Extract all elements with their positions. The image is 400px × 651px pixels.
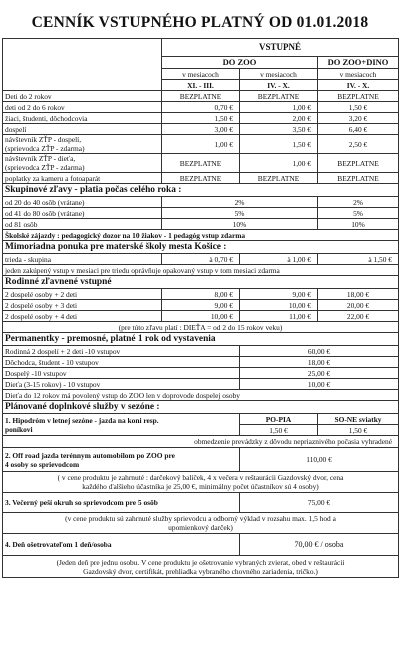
row-label: 2 dospelé osoby + 4 deti xyxy=(3,311,162,322)
discount-cell: 5% xyxy=(318,208,399,219)
row-label: poplatky za kameru a fotoaparát xyxy=(3,173,162,184)
price-cell: à 1,50 € xyxy=(318,254,399,265)
note-line1: ( v cene produktu je zahrnuté : darčekový balíček, 4 x večera v reštaurácii Gazdovský dvor, cena xyxy=(57,473,344,482)
price-cell: 22,00 € xyxy=(318,311,399,322)
row-label xyxy=(3,154,162,173)
price-cell: 3,20 € xyxy=(318,113,399,124)
row-label: Rodinná 2 dospelí + 2 deti -10 vstupov xyxy=(3,346,240,357)
header-col3-months: v mesiacoch xyxy=(318,69,399,80)
service-title-line1: 2. Off road jazda terénnym automobilom po ZOO pre xyxy=(5,450,175,460)
price-cell: 3,00 € xyxy=(162,124,240,135)
price-cell: BEZPLATNE xyxy=(162,154,240,173)
table-row xyxy=(3,368,399,379)
note-line1: (Jeden deň pre jednu osobu. V cene produktu je ošetrovanie vybraných zvierat, obed v reštaurácii xyxy=(56,557,345,567)
price-table xyxy=(2,38,399,578)
price-cell: 20,00 € xyxy=(318,300,399,311)
header-col2-months: v mesiacoch xyxy=(240,69,318,80)
price-cell: BEZPLATNE xyxy=(318,154,399,173)
table-row xyxy=(3,346,399,357)
row-label-line1: návštevník ZŤP - dieťa, xyxy=(5,154,76,163)
header-blank-cell xyxy=(3,39,162,91)
price-cell: 18,00 € xyxy=(240,357,399,368)
price-cell: 3,50 € xyxy=(240,124,318,135)
row-label: 2 dospelé osoby + 2 deti xyxy=(3,289,162,300)
discount-cell: 10% xyxy=(162,219,318,230)
table-row xyxy=(3,197,399,208)
section-heading-family: Rodinné zľavnené vstupné xyxy=(3,276,399,289)
price-cell: 1,00 € xyxy=(240,102,318,113)
service-hippodrome-title xyxy=(3,414,240,436)
row-label: žiaci, študenti, dôchodcovia xyxy=(3,113,162,124)
discount-cell: 5% xyxy=(162,208,318,219)
price-cell: BEZPLATNE xyxy=(240,173,318,184)
row-label: 2 dospelé osoby + 3 deti xyxy=(3,300,162,311)
family-note: (pre túto zľavu platí : DIEŤA = od 2 do 15 rokov veku) xyxy=(3,322,399,333)
table-row xyxy=(3,208,399,219)
price-cell: BEZPLATNE xyxy=(162,91,240,102)
table-row xyxy=(3,300,399,311)
price-cell: 60,00 € xyxy=(240,346,399,357)
price-cell: 10,00 € xyxy=(240,379,399,390)
price-cell: 10,00 € xyxy=(240,300,318,311)
table-row xyxy=(3,357,399,368)
header-col2-range: IV. - X. xyxy=(240,80,318,91)
table-row xyxy=(3,311,399,322)
price-cell: 9,00 € xyxy=(240,289,318,300)
price-cell: 110,00 € xyxy=(240,448,399,472)
table-row xyxy=(3,173,399,184)
price-cell: 10,00 € xyxy=(162,311,240,322)
table-row xyxy=(3,113,399,124)
note-line2: upomienkový darček) xyxy=(168,523,233,532)
service-title-line2: 4 osoby so sprievodcom xyxy=(5,459,80,469)
table-row xyxy=(3,379,399,390)
row-label: Deti do 2 rokov xyxy=(3,91,162,102)
price-cell: 8,00 € xyxy=(162,289,240,300)
service-title-line2: poníkovi xyxy=(5,424,33,434)
offroad-note xyxy=(3,472,399,493)
kosice-note: jeden zakúpený vstup v mesiaci pre triedu oprávňuje opakovaný vstup v tom mesiaci zdarma xyxy=(3,265,399,276)
row-label: dospelí xyxy=(3,124,162,135)
table-row xyxy=(3,254,399,265)
price-cell: 6,40 € xyxy=(318,124,399,135)
price-cell: BEZPLATNE xyxy=(240,91,318,102)
table-row xyxy=(3,91,399,102)
row-label-line2: (sprievodca ZŤP - zdarma) xyxy=(5,144,85,153)
service-offroad-title xyxy=(3,448,240,472)
table-row xyxy=(3,219,399,230)
page-title: CENNÍK VSTUPNÉHO PLATNÝ OD 01.01.2018 xyxy=(31,14,369,31)
price-cell: 70,00 € / osoba xyxy=(240,534,399,556)
note-line1: (v cene produktu sú zahrnuté služby sprievodcu a odborný výklad v rozsahu max. 1,5 hod a xyxy=(65,514,336,523)
keeper-day-note xyxy=(3,556,399,578)
header-do-zoo: DO ZOO xyxy=(162,57,318,69)
service-keeper-day-title: 4. Deň ošetrovateľom 1 deň/osoba xyxy=(3,534,240,556)
table-row xyxy=(3,124,399,135)
price-cell: 0,70 € xyxy=(162,102,240,113)
weekend-header: SO-NE sviatky xyxy=(318,414,399,425)
school-trips-note: Školské zájazdy : pedagogický dozor na 10 žiakov - 1 pedagóg vstup zdarma xyxy=(3,230,399,241)
section-heading-services: Plánované doplnkové služby v sezóne : xyxy=(3,401,399,414)
header-col1-months: v mesiacoch xyxy=(162,69,240,80)
price-cell: 1,00 € xyxy=(162,135,240,154)
price-cell: 1,50 € xyxy=(318,425,399,436)
table-row xyxy=(3,154,399,173)
section-heading-group: Skupinové zľavy - platia počas celého roka : xyxy=(3,184,399,197)
section-heading-season: Permanentky - premosné, platné 1 rok od vystavenia xyxy=(3,333,399,346)
row-label: deti od 2 do 6 rokov xyxy=(3,102,162,113)
note-line2: Gazdovský dvor, certifikát, prehliadka vybraného chovného zariadenia, tričko.) xyxy=(83,566,318,576)
price-cell: 1,50 € xyxy=(318,102,399,113)
price-cell: BEZPLATNE xyxy=(162,173,240,184)
header-do-zoo-dino: DO ZOO+DINO xyxy=(318,57,399,69)
price-cell: 1,50 € xyxy=(240,135,318,154)
table-row xyxy=(3,135,399,154)
row-label: od 81 osôb xyxy=(3,219,162,230)
row-label xyxy=(3,135,162,154)
price-cell: BEZPLATNE xyxy=(318,91,399,102)
price-cell: 2,00 € xyxy=(240,113,318,124)
header-vstupne: VSTUPNÉ xyxy=(162,39,399,57)
discount-cell: 10% xyxy=(318,219,399,230)
price-cell: 18,00 € xyxy=(318,289,399,300)
evening-walk-note xyxy=(3,513,399,534)
price-cell: 9,00 € xyxy=(162,300,240,311)
row-label: Dospelý -10 vstupov xyxy=(3,368,240,379)
price-cell: 11,00 € xyxy=(240,311,318,322)
price-cell: 75,00 € xyxy=(240,493,399,513)
price-cell: à 0,70 € xyxy=(162,254,240,265)
discount-cell: 2% xyxy=(162,197,318,208)
table-row xyxy=(3,102,399,113)
price-cell: 25,00 € xyxy=(240,368,399,379)
price-cell: BEZPLATNE xyxy=(318,173,399,184)
row-label: od 41 do 80 osôb (vrátane) xyxy=(3,208,162,219)
price-cell: 1,50 € xyxy=(162,113,240,124)
season-note: Dieťa do 12 rokov má povolený vstup do ZOO len v doprovode dospelej osoby xyxy=(3,390,399,401)
service-evening-walk-title: 3. Večerný peší okruh so sprievodcom pre 5 osôb xyxy=(3,493,240,513)
section-heading-kosice: Mimoriadna ponuka pre materské školy mesta Košice : xyxy=(3,241,399,254)
weekday-header: PO-PIA xyxy=(240,414,318,425)
service-title-line1: 1. Hipodróm v letnej sezóne - jazda na koni resp. xyxy=(5,415,159,425)
row-label-line2: (sprievodca ZŤP - zdarma) xyxy=(5,163,85,172)
row-label: Dieťa (3-15 rokov) - 10 vstupov xyxy=(3,379,240,390)
price-cell: à 1,00 € xyxy=(240,254,318,265)
discount-cell: 2% xyxy=(318,197,399,208)
header-col3-range: IV. - X. xyxy=(318,80,399,91)
row-label: trieda - skupina xyxy=(3,254,162,265)
row-label-line1: návštevník ZŤP - dospelí, xyxy=(5,135,82,144)
hippodrome-note: obmedzenie prevádzky z dôvodu nepriaznivého počasia vyhradené xyxy=(3,436,399,448)
header-col1-range: XI. - III. xyxy=(162,80,240,91)
price-cell: 1,50 € xyxy=(240,425,318,436)
price-cell: 2,50 € xyxy=(318,135,399,154)
price-cell: 1,00 € xyxy=(240,154,318,173)
note-line2: každého ďalšieho účastníka je 25,00 €, minimálny počet účastníkov sú 4 osoby) xyxy=(82,482,319,491)
row-label: Dôchodca, študent - 10 vstupov xyxy=(3,357,240,368)
row-label: od 20 do 40 osôb (vrátane) xyxy=(3,197,162,208)
table-row xyxy=(3,289,399,300)
